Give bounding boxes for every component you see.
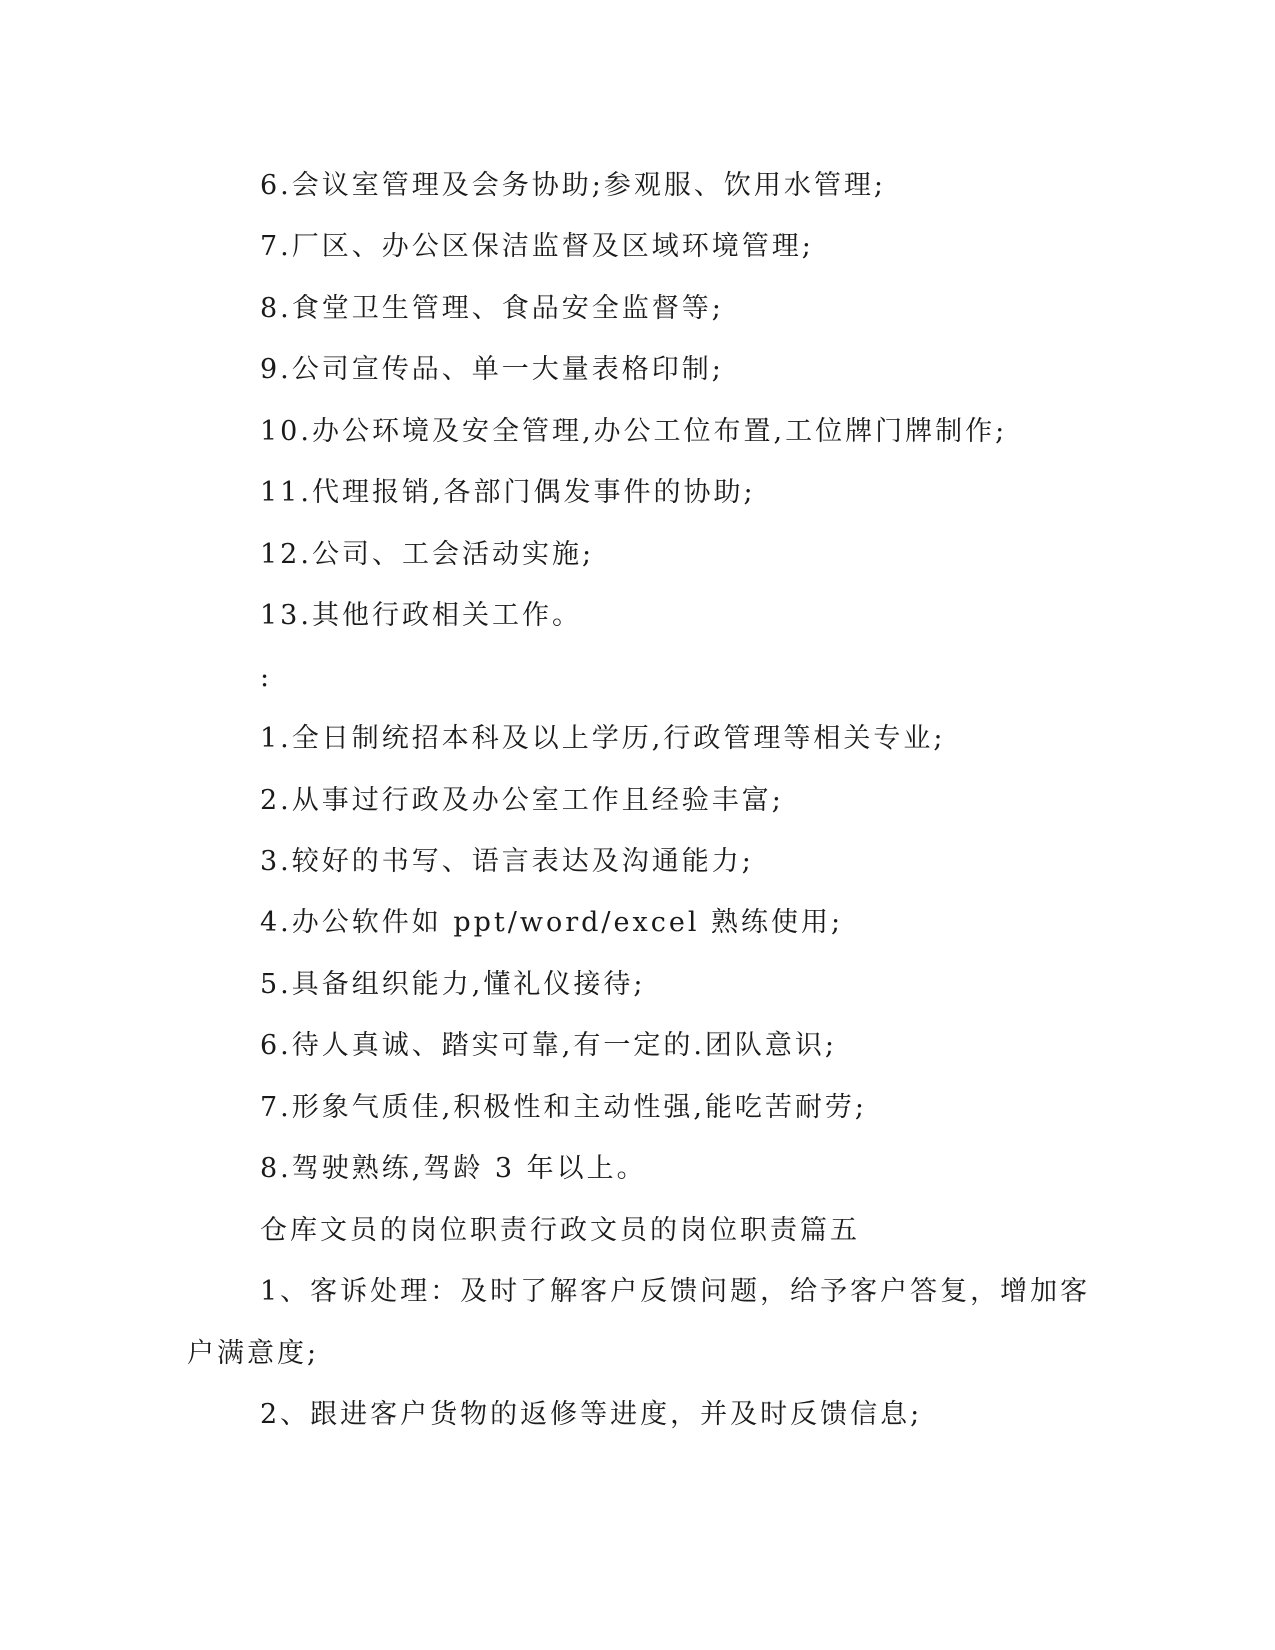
section-item-1-continuation: 户满意度; [187, 1338, 320, 1369]
requirement-item-2: 2.从事过行政及办公室工作且经验丰富; [260, 785, 784, 816]
section-heading: 仓库文员的岗位职责行政文员的岗位职责篇五 [260, 1215, 860, 1246]
section-item-2: 2、跟进客户货物的返修等进度，并及时反馈信息; [260, 1399, 923, 1430]
requirement-item-3: 3.较好的书写、语言表达及沟通能力; [260, 846, 754, 877]
requirement-item-5: 5.具备组织能力,懂礼仪接待; [260, 969, 646, 1000]
requirement-item-1: 1.全日制统招本科及以上学历,行政管理等相关专业; [260, 723, 946, 754]
duty-item-13: 13.其他行政相关工作。 [260, 600, 582, 631]
requirements-marker: : [260, 662, 273, 693]
duty-item-7: 7.厂区、办公区保洁监督及区域环境管理; [260, 231, 814, 262]
duty-item-10: 10.办公环境及安全管理,办公工位布置,工位牌门牌制作; [260, 416, 1008, 447]
duty-item-8: 8.食堂卫生管理、食品安全监督等; [260, 293, 724, 324]
duty-item-6: 6.会议室管理及会务协助;参观服、饮用水管理; [260, 170, 886, 201]
requirement-item-6: 6.待人真诚、踏实可靠,有一定的.团队意识; [260, 1030, 838, 1061]
requirement-item-7: 7.形象气质佳,积极性和主动性强,能吃苦耐劳; [260, 1092, 868, 1123]
duty-item-12: 12.公司、工会活动实施; [260, 539, 595, 570]
duty-item-9: 9.公司宣传品、单一大量表格印制; [260, 354, 724, 385]
requirement-item-4: 4.办公软件如 ppt/word/excel 熟练使用; [260, 907, 844, 938]
requirement-item-8: 8.驾驶熟练,驾龄 3 年以上。 [260, 1153, 647, 1184]
duty-item-11: 11.代理报销,各部门偶发事件的协助; [260, 477, 756, 508]
section-item-1: 1、客诉处理：及时了解客户反馈问题，给予客户答复，增加客 [260, 1276, 1091, 1307]
